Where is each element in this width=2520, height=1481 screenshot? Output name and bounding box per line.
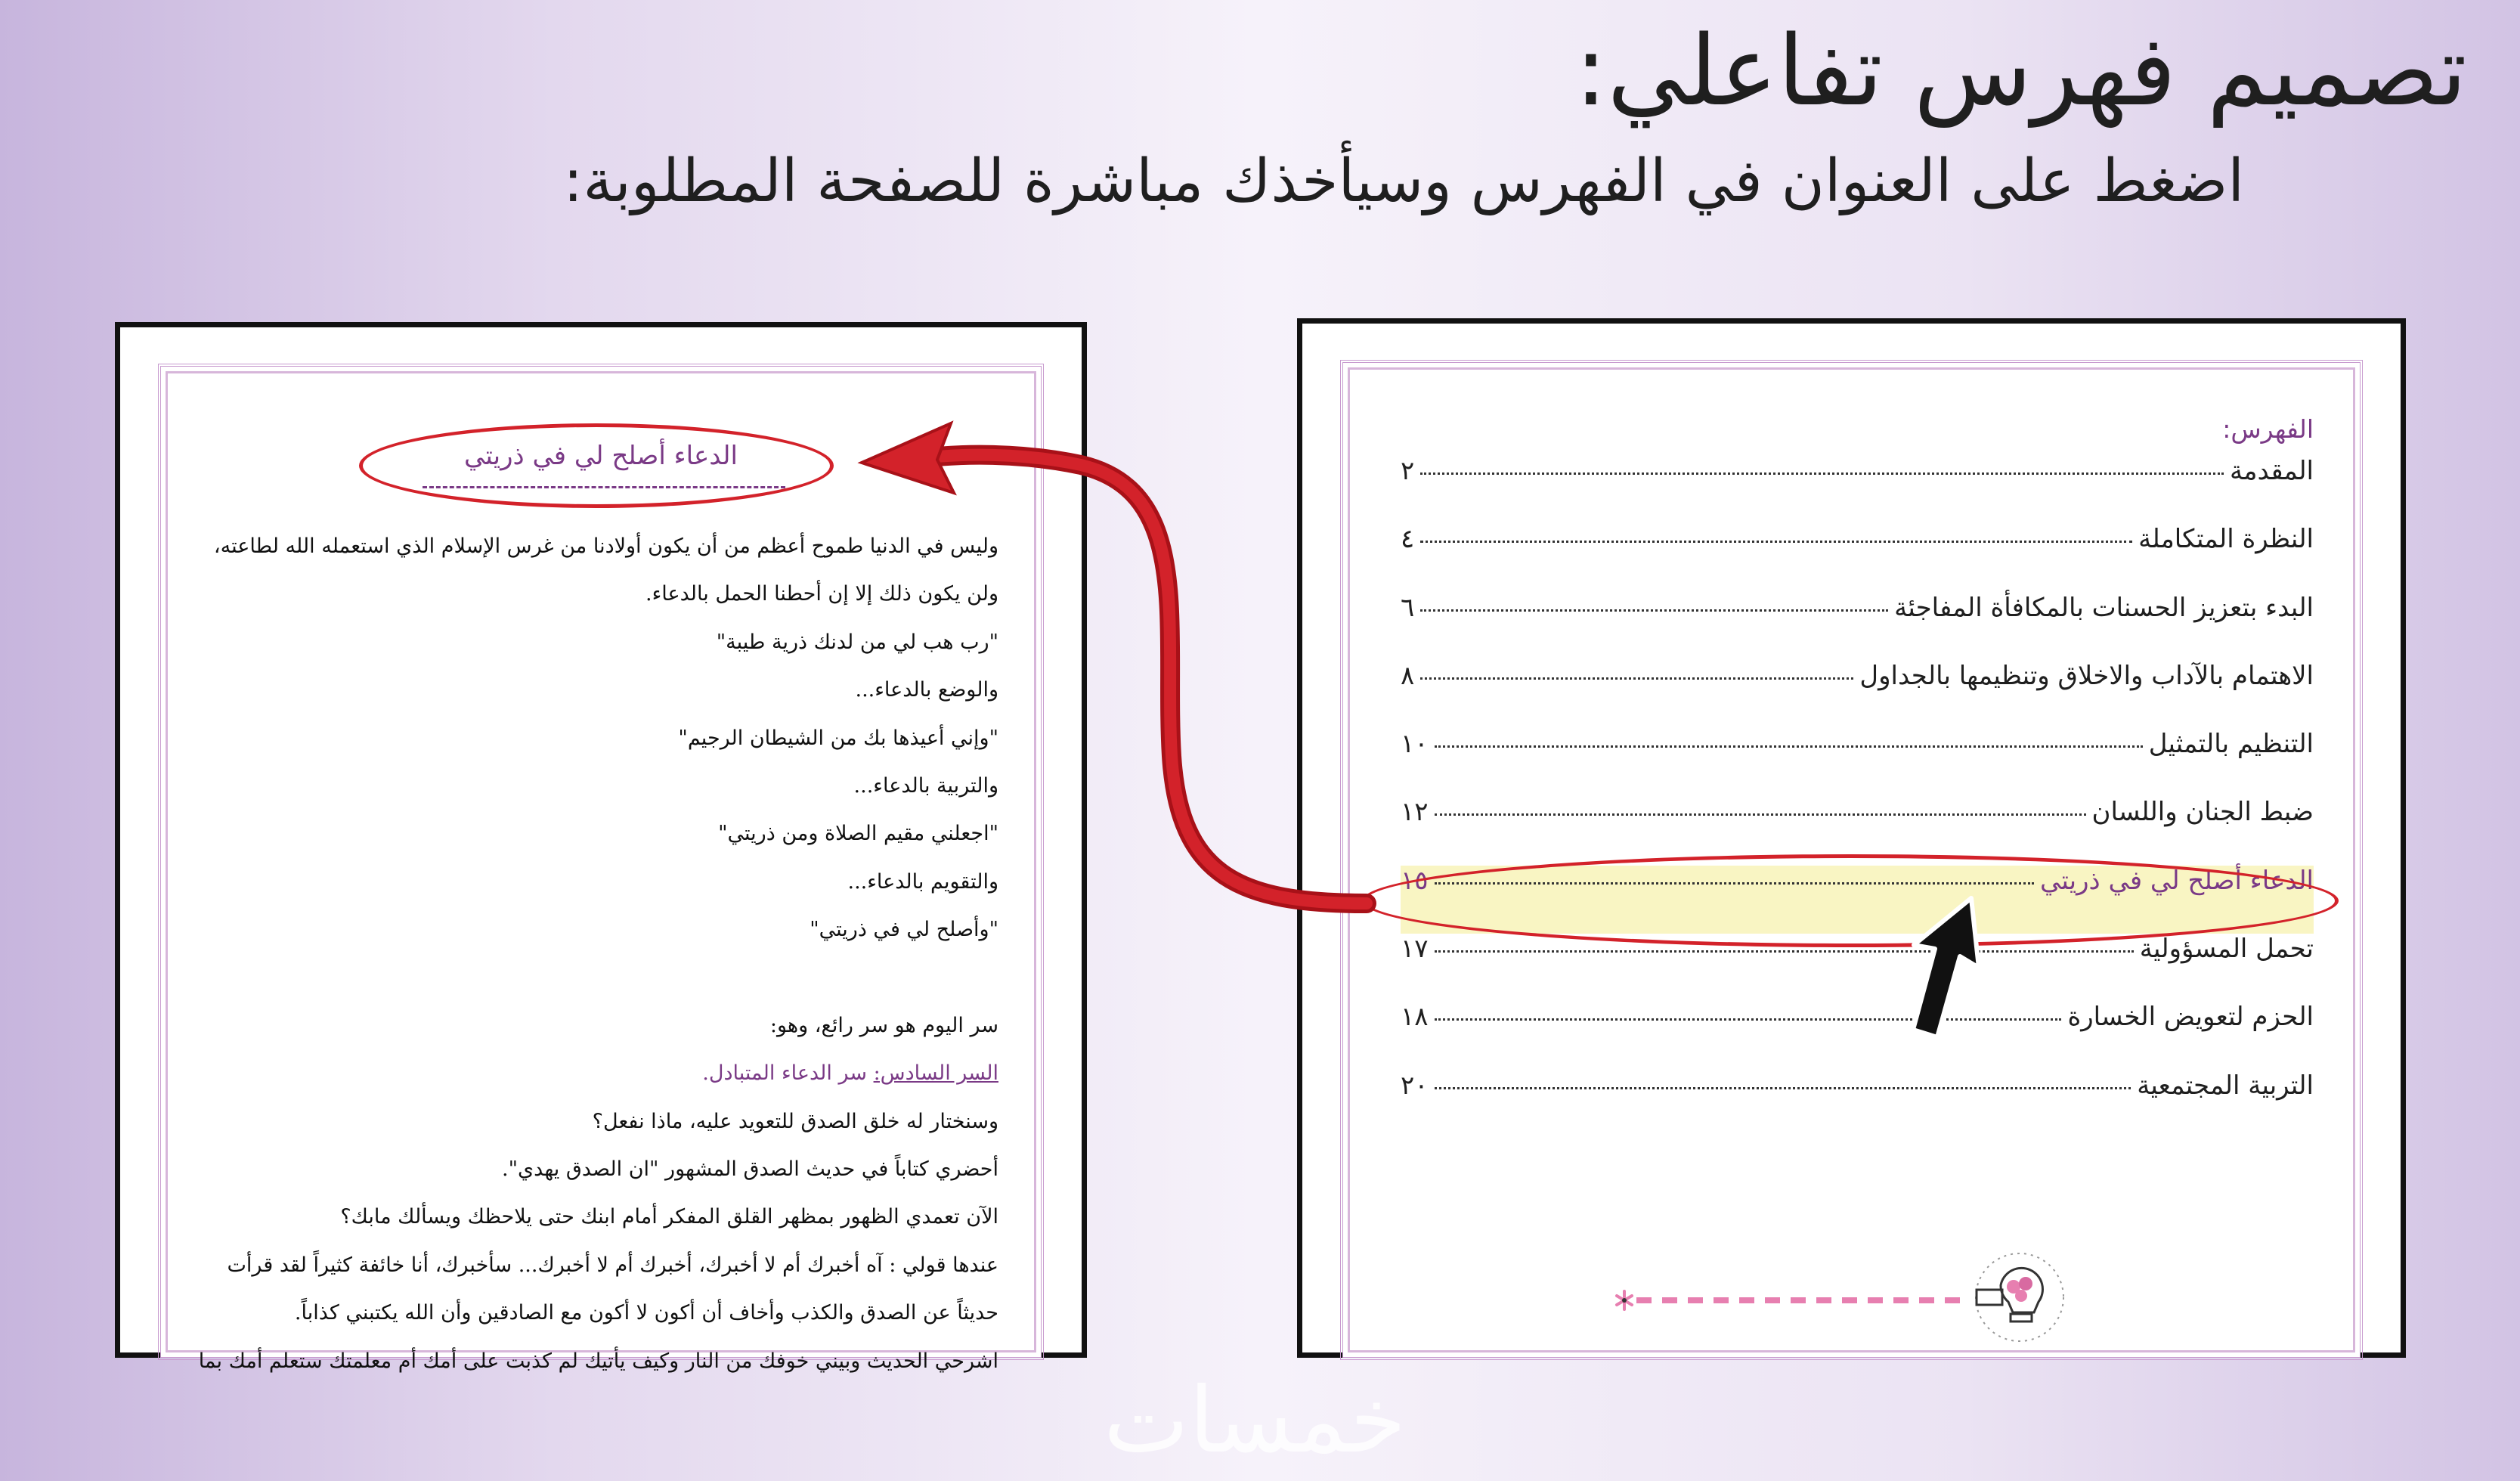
toc-page — [1297, 318, 2406, 1358]
toc-entry[interactable] — [1401, 797, 2314, 865]
toc-entry[interactable] — [1401, 729, 2314, 797]
document-body — [167, 522, 998, 1385]
document-line — [167, 954, 998, 1002]
toc-entry-page: ٤ — [1401, 524, 1415, 555]
toc-entry-page: ٢ — [1401, 456, 1415, 486]
document-page — [115, 322, 1087, 1373]
document-line: حديثاً عن الصدق والكذب وأخاف أن أكون لا أكون مع الصادقين وأن الله يكتبني كذاباً. — [294, 1301, 998, 1325]
document-line: "رب هب لي من لدنك ذرية طيبة" — [716, 630, 998, 654]
toc-leader-dots — [1420, 541, 2132, 543]
toc-entry-title[interactable]: تحمل المسؤولية — [2139, 934, 2314, 965]
toc-entry-title[interactable]: الاهتمام بالآداب والاخلاق وتنظيمها بالجداول — [1859, 660, 2314, 691]
document-line: سر اليوم هو سر رائع، وهو: — [769, 1013, 998, 1037]
toc-entry-title[interactable]: التربية المجتمعية — [2137, 1070, 2314, 1101]
document-line: ولن يكون ذلك إلا إن أحطنا الحمل بالدعاء. — [645, 582, 998, 606]
toc-entry-title[interactable]: الدعاء أصلح لي في ذريتي — [2040, 865, 2314, 896]
document-line: والتقويم بالدعاء... — [847, 869, 998, 894]
toc-entry-title[interactable]: الحزم لتعويض الخسارة — [2067, 1002, 2314, 1033]
toc-entry[interactable] — [1401, 456, 2314, 524]
toc-leader-dots — [1435, 882, 2035, 885]
toc-leader-dots — [1435, 1018, 2062, 1021]
toc-heading: الفهرس: — [2222, 414, 2314, 444]
toc-leader-dots — [1435, 1087, 2131, 1089]
toc-entry[interactable] — [1401, 866, 2314, 934]
toc-entry-page: ٢٠ — [1401, 1070, 1429, 1101]
secret-rest: سر الدعاء المتبادل. — [702, 1061, 874, 1086]
toc-entry[interactable] — [1401, 1070, 2314, 1139]
toc-leader-dots — [1435, 745, 2143, 748]
toc-entry-page: ٦ — [1401, 592, 1415, 623]
toc-entry[interactable] — [1401, 934, 2314, 1002]
document-line: اشرحي الحديث وبيني خوفك من النار وكيف يأتيك لم كذبت على أمك أم معلمتك ستعلم أمك بما — [198, 1349, 998, 1373]
toc-entry-title[interactable]: البدء بتعزيز الحسنات بالمكافأة المفاجئة — [1894, 592, 2314, 623]
secret-label: السر السادس: — [873, 1061, 998, 1086]
toc-entry[interactable] — [1401, 593, 2314, 661]
document-line: عندها قولي : آه أخبرك أم لا أخبرك، أخبرك أم لا أخبرك... سأخبرك، أنا خائفة كثيراً لقد قرأت — [227, 1253, 998, 1277]
toc-entry-title[interactable]: النظرة المتكاملة — [2138, 524, 2314, 555]
toc-leader-dots — [1420, 677, 1853, 680]
toc-entry-title[interactable]: ضبط الجنان واللسان — [2091, 797, 2314, 828]
toc-leader-dots — [1435, 813, 2086, 816]
toc-entry-title[interactable]: التنظيم بالتمثيل — [2148, 729, 2314, 760]
toc-leader-dots — [1435, 950, 2134, 953]
toc-entry[interactable] — [1401, 524, 2314, 592]
document-line: والتربية بالدعاء... — [853, 773, 998, 798]
document-title: الدعاء أصلح لي في ذريتي — [464, 441, 738, 471]
title-dashed-underline — [423, 486, 785, 488]
toc-entry-page: ١٠ — [1401, 729, 1429, 760]
subheading: اضغط على العنوان في الفهرس وسيأخذك مباشرة للصفحة المطلوبة: — [563, 147, 2244, 215]
document-line: والوضع بالدعاء... — [855, 678, 998, 702]
document-line: "وإني أعيذها بك من الشيطان الرجيم" — [678, 726, 998, 750]
toc-entry-page: ١٨ — [1401, 1002, 1429, 1033]
toc-entry[interactable] — [1401, 1002, 2314, 1070]
toc-entry-title[interactable]: المقدمة — [2230, 456, 2314, 486]
toc-entry-page: ١٧ — [1401, 934, 1429, 965]
document-line: "وأصلح لي في ذريتي" — [810, 918, 998, 942]
toc-entry-page: ١٥ — [1401, 865, 1429, 896]
toc-leader-dots — [1420, 609, 1888, 612]
heading: تصميم فهرس تفاعلي: — [1574, 15, 2467, 128]
decorative-divider — [1608, 1240, 2084, 1346]
watermark: خمسات — [1104, 1368, 1407, 1473]
toc-entry[interactable] — [1401, 661, 2314, 729]
document-line: أحضري كتاباً في حديث الصدق المشهور "ان الصدق يهدي". — [502, 1157, 998, 1182]
document-line: وليس في الدنيا طموح أعظم من أن يكون أولادنا من غرس الإسلام الذي استعمله الله لطاعته، — [213, 534, 998, 558]
document-line: "اجعلني مقيم الصلاة ومن ذريتي" — [718, 822, 998, 846]
lightbulb-icon — [1976, 1253, 2063, 1341]
document-line: الآن تعمدي الظهور بمظهر القلق المفكر أمام ابنك حتى يلاحظك ويسألك مابك؟ — [340, 1205, 998, 1229]
document-line: وسنختار له خلق الصدق للتعويد عليه، ماذا نفعل؟ — [592, 1109, 998, 1133]
toc-entry-page: ٨ — [1401, 660, 1415, 691]
toc-entry-page: ١٢ — [1401, 797, 1429, 828]
secret-line — [167, 1049, 998, 1097]
toc-list — [1401, 456, 2314, 1139]
toc-leader-dots — [1420, 472, 2224, 475]
